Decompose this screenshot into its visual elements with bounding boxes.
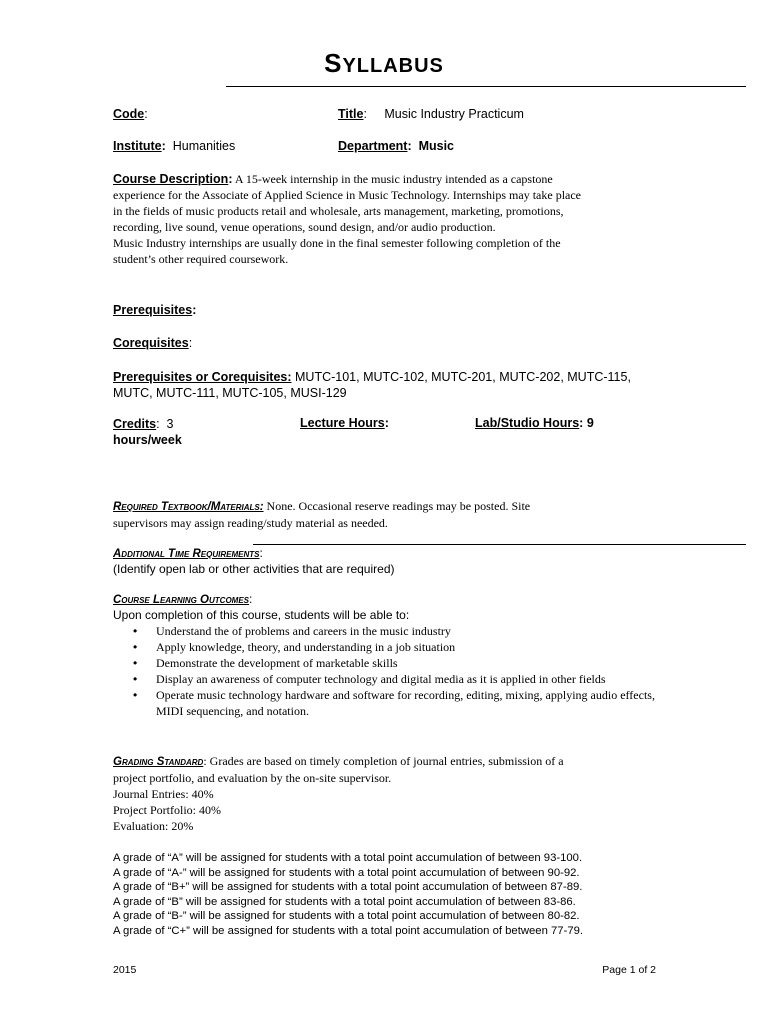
description-line: A 15-week internship in the music industry intended as a capstone [234, 172, 553, 186]
title-divider [226, 86, 746, 87]
required-textbook-text-cont: supervisors may assign reading/study material as needed. [113, 516, 388, 530]
list-item: • Operate music technology hardware and software for recording, editing, mixing, applying audio effects, MIDI sequencing, and notation. [113, 687, 658, 719]
learning-outcomes-intro: Upon completion of this course, students will be able to: [113, 608, 410, 622]
footer-year: 2015 [113, 964, 137, 976]
institute-field: Institute: Humanities [113, 139, 236, 153]
learning-outcomes-heading: Course Learning Outcomes: Upon completion of this course, students will be able to: [113, 592, 410, 622]
grading-text: Grades are based on timely completion of journal entries, submission of a [206, 754, 564, 768]
section-divider [253, 544, 746, 545]
corequisites-field: Corequisites: [113, 336, 193, 350]
prereq-or-coreq-field [113, 369, 631, 401]
list-item: • Demonstrate the development of marketable skills [113, 655, 658, 671]
description-line: experience for the Associate of Applied Science in Music Technology. Internships may take place [113, 188, 582, 202]
grading-text-cont: project portfolio, and evaluation by the on-site supervisor. [113, 771, 392, 785]
prereq-or-coreq-courses-cont: MUTC, MUTC-111, MUTC-105, MUSI-129 [113, 386, 347, 400]
title-field: Title: Music Industry Practicum [338, 107, 524, 121]
corequisites-label: Corequisites [113, 336, 189, 350]
institute-value: Humanities [172, 139, 236, 153]
description-line: in the fields of music products retail and wholesale, arts management, marketing, promotions, [113, 204, 564, 218]
description-line: Music Industry internships are usually done in the final semester following completion of the [113, 236, 561, 250]
additional-time-note: (Identify open lab or other activities that are required) [113, 562, 395, 576]
lab-hours-field: Lab/Studio Hours: 9 [475, 416, 594, 430]
grade-scale-line: A grade of “B-” will be assigned for students with a total point accumulation of between 80-82. [113, 910, 580, 923]
grading-weight: Project Portfolio: 40% [113, 803, 221, 817]
lecture-hours-label: Lecture Hours [300, 416, 385, 430]
description-line: student’s other required coursework. [113, 252, 289, 266]
credits-value: 3 [166, 417, 174, 431]
code-label: Code [113, 107, 145, 121]
department-label: Department [338, 139, 408, 153]
lab-hours-value: 9 [586, 416, 594, 430]
description-line: recording, live sound, venue operations, sound design, and/or audio production. [113, 220, 496, 234]
grading-standard: Grading Standard: Grades are based on timely completion of journal entries, submission of a project portfolio, and evaluation by the on-site supervisor. Journal Entries: 40% Project Portfolio: 40% Evaluation: 20% [113, 754, 564, 833]
learning-outcomes-label: Course Learning Outcomes [113, 594, 250, 606]
department-value: Music [418, 139, 455, 153]
page-title: SYLLABUS [324, 48, 444, 78]
course-description: Course Description: A 15-week internship in the music industry intended as a capstone experience for the Associate of Applied Science in Music Technology. Internships may take place in the fields of music products retail and wholesale, arts management, marketing, promotions, recording, live sound, venue operations, sound design, and/or audio production. Music Industry internships are usually done in the final semester following completion of the student’s other required coursework. [113, 172, 582, 266]
prereq-or-coreq-label: Prerequisites or Corequisites: [113, 370, 292, 384]
course-description-label: Course Description [113, 172, 229, 186]
grading-weight: Journal Entries: 40% [113, 787, 214, 801]
footer-page-number: Page 1 of 2 [602, 964, 656, 976]
learning-outcomes-list [113, 623, 658, 719]
institute-label: Institute [113, 139, 162, 153]
grading-weight: Evaluation: 20% [113, 819, 194, 833]
list-item: • Display an awareness of computer technology and digital media as it is applied in other fields [113, 671, 658, 687]
grade-scale-line: A grade of “A” will be assigned for students with a total point accumulation of between 93-100. [113, 852, 583, 864]
prerequisites-field: Prerequisites: [113, 303, 197, 317]
code-field: Code: [113, 107, 148, 121]
grade-scale-line: A grade of “A-” will be assigned for students with a total point accumulation of between 90-92. [113, 866, 580, 879]
department-field: Department: Music [338, 139, 455, 153]
hours-unit: hours/week [113, 433, 182, 447]
grade-scale-line: A grade of “B+” will be assigned for students with a total point accumulation of between 87-89. [113, 881, 583, 894]
credits-field: Credits: 3 hours/week [113, 417, 182, 447]
list-item: • Understand the of problems and careers in the music industry [113, 623, 658, 639]
additional-time: Additional Time Requirements: (Identify open lab or other activities that are required) [113, 546, 395, 576]
additional-time-label: Additional Time Requirements [113, 548, 260, 560]
credits-label: Credits [113, 417, 157, 431]
prereq-or-coreq-courses: MUTC-101, MUTC-102, MUTC-201, MUTC-202, MUTC-115, [291, 370, 631, 384]
title-label: Title [338, 107, 364, 121]
grade-scale [113, 851, 583, 939]
grading-standard-label: Grading Standard [113, 756, 204, 768]
required-textbook-label: Required Textbook/Materials: [113, 501, 264, 513]
prerequisites-label: Prerequisites [113, 303, 193, 317]
lecture-hours-field: Lecture Hours: [300, 416, 389, 430]
required-textbook-text: None. Occasional reserve readings may be posted. Site [263, 499, 531, 513]
lab-hours-label: Lab/Studio Hours [475, 416, 580, 430]
grade-scale-line: A grade of “C+” will be assigned for students with a total point accumulation of between 77-79. [113, 924, 584, 937]
list-item: • Apply knowledge, theory, and understanding in a job situation [113, 639, 658, 655]
grade-scale-line: A grade of “B” will be assigned for students with a total point accumulation of between 83-86. [113, 895, 576, 908]
required-textbook [113, 498, 673, 531]
title-value: Music Industry Practicum [384, 107, 524, 121]
